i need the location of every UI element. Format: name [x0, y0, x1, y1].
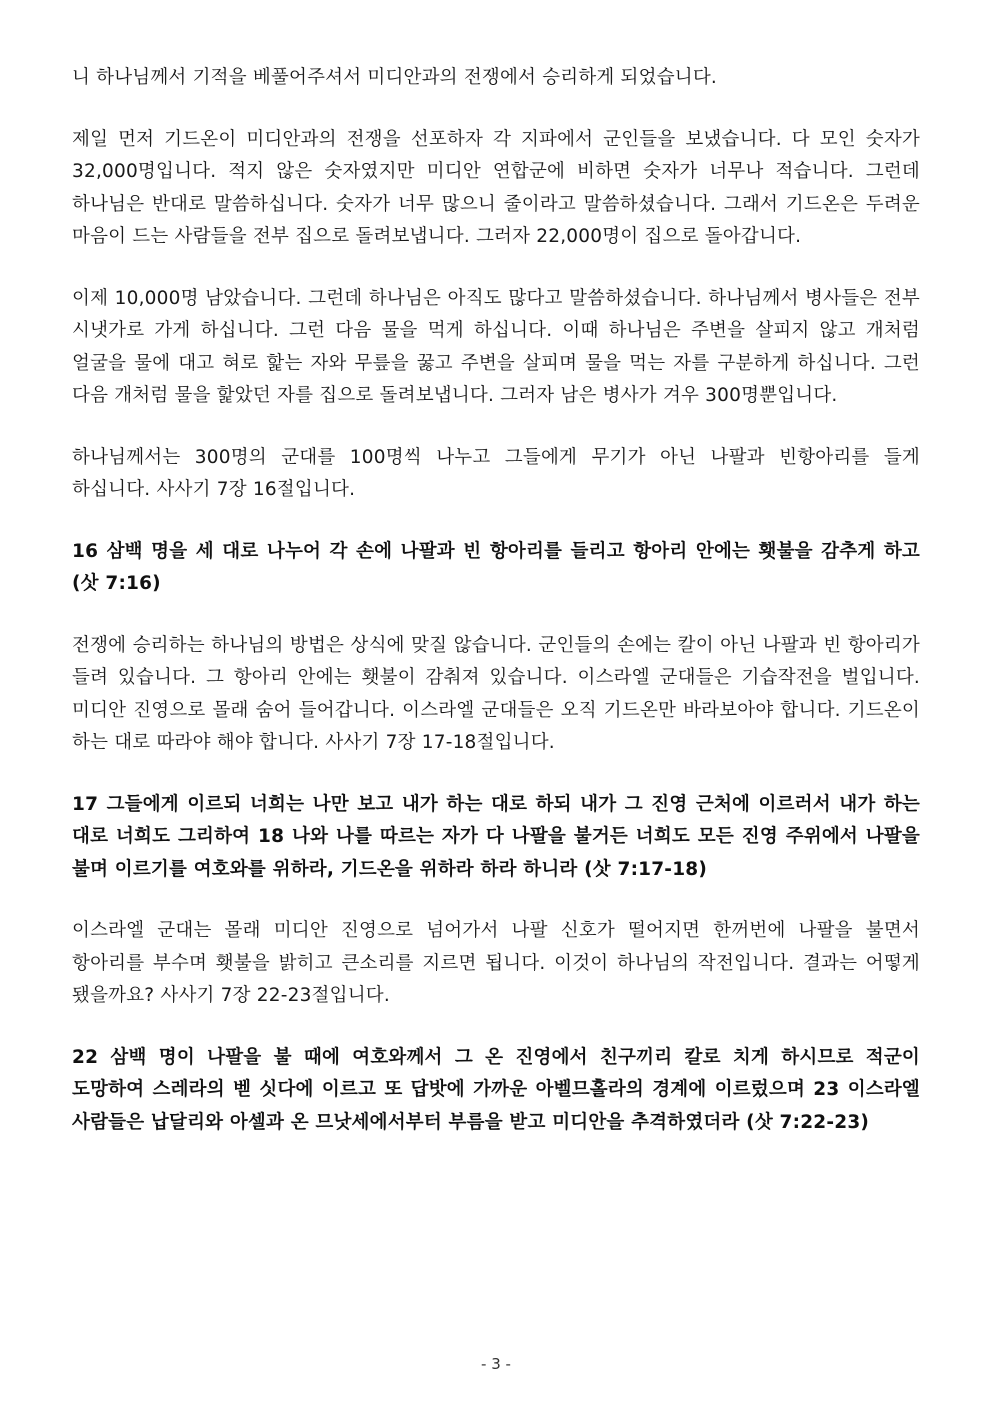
body-paragraph: 제일 먼저 기드온이 미디안과의 전쟁을 선포하자 각 지파에서 군인들을 보냈습니다. 다 모인 숫자가 32,000명입니다. 적지 않은 숫자였지만 미디안 연합군에 비하면 숫자가 너무나 적습니다. 그런데 하나님은 반대로 말씀하십니다. 숫자가 너무 많으니 줄이라고 말씀하셨습니다. 그래서 기드온은 두려운 마음이 드는 사람들을 전부 집으로 돌려보냅니다. 그러자 22,000명이 집으로 돌아갑니다. [72, 128, 920, 247]
body-paragraph: 전쟁에 승리하는 하나님의 방법은 상식에 맞질 않습니다. 군인들의 손에는 칼이 아닌 나팔과 빈 항아리가 들려 있습니다. 그 항아리 안에는 횃불이 감춰져 있습니다. 이스라엘 군대들은 기습작전을 벌입니다. 미디안 진영으로 몰래 숨어 들어갑니다. 이스라엘 군대들은 오직 기드온만 바라보아야 합니다. 기드온이 하는 대로 따라야 해야 합니다. 사사기 7장 17-18절입니다. [72, 634, 920, 753]
scripture-quote: 17 그들에게 이르되 너희는 나만 보고 내가 하는 대로 하되 내가 그 진영 근처에 이르러서 내가 하는 대로 너희도 그리하여 18 나와 나를 따르는 자가 다 나팔을 불거든 너희도 모든 진영 주위에서 나팔을 불며 이르기를 여호와를 위하라, 기드온을 위하라 하라 하니라 (삿 7:17-18) [72, 793, 920, 880]
document-page [72, 62, 920, 1168]
page-number: - 3 - [481, 1355, 511, 1373]
scripture-quote: 22 삼백 명이 나팔을 불 때에 여호와께서 그 온 진영에서 친구끼리 칼로 치게 하시므로 적군이 도망하여 스레라의 벧 싯다에 이르고 또 답밧에 가까운 아벨므홀라의 경계에 이르렀으며 23 이스라엘 사람들은 납달리와 아셀과 온 므낫세에서부터 부름을 받고 미디안을 추격하였더라 (삿 7:22-23) [72, 1046, 920, 1133]
body-paragraph: 하나님께서는 300명의 군대를 100명씩 나누고 그들에게 무기가 아닌 나팔과 빈항아리를 들게 하십니다. 사사기 7장 16절입니다. [72, 446, 920, 500]
body-paragraph: 이제 10,000명 남았습니다. 그런데 하나님은 아직도 많다고 말씀하셨습니다. 하나님께서 병사들은 전부 시냇가로 가게 하십니다. 그런 다음 물을 먹게 하십니다. 이때 하나님은 주변을 살피지 않고 개처럼 얼굴을 물에 대고 혀로 핥는 자와 무릎을 꿇고 주변을 살피며 물을 먹는 자를 구분하게 하십니다. 그런 다음 개처럼 물을 핥았던 자를 집으로 돌려보냅니다. 그러자 남은 병사가 겨우 300명뿐입니다. [72, 287, 920, 406]
scripture-quote: 16 삼백 명을 세 대로 나누어 각 손에 나팔과 빈 항아리를 들리고 항아리 안에는 횃불을 감추게 하고 (삿 7:16) [72, 540, 920, 594]
body-paragraph: 이스라엘 군대는 몰래 미디안 진영으로 넘어가서 나팔 신호가 떨어지면 한꺼번에 나팔을 불면서 항아리를 부수며 횃불을 밝히고 큰소리를 지르면 됩니다. 이것이 하나님의 작전입니다. 결과는 어떻게 됐을까요? 사사기 7장 22-23절입니다. [72, 920, 920, 1006]
body-paragraph: 니 하나님께서 기적을 베풀어주셔서 미디안과의 전쟁에서 승리하게 되었습니다. [72, 67, 717, 88]
